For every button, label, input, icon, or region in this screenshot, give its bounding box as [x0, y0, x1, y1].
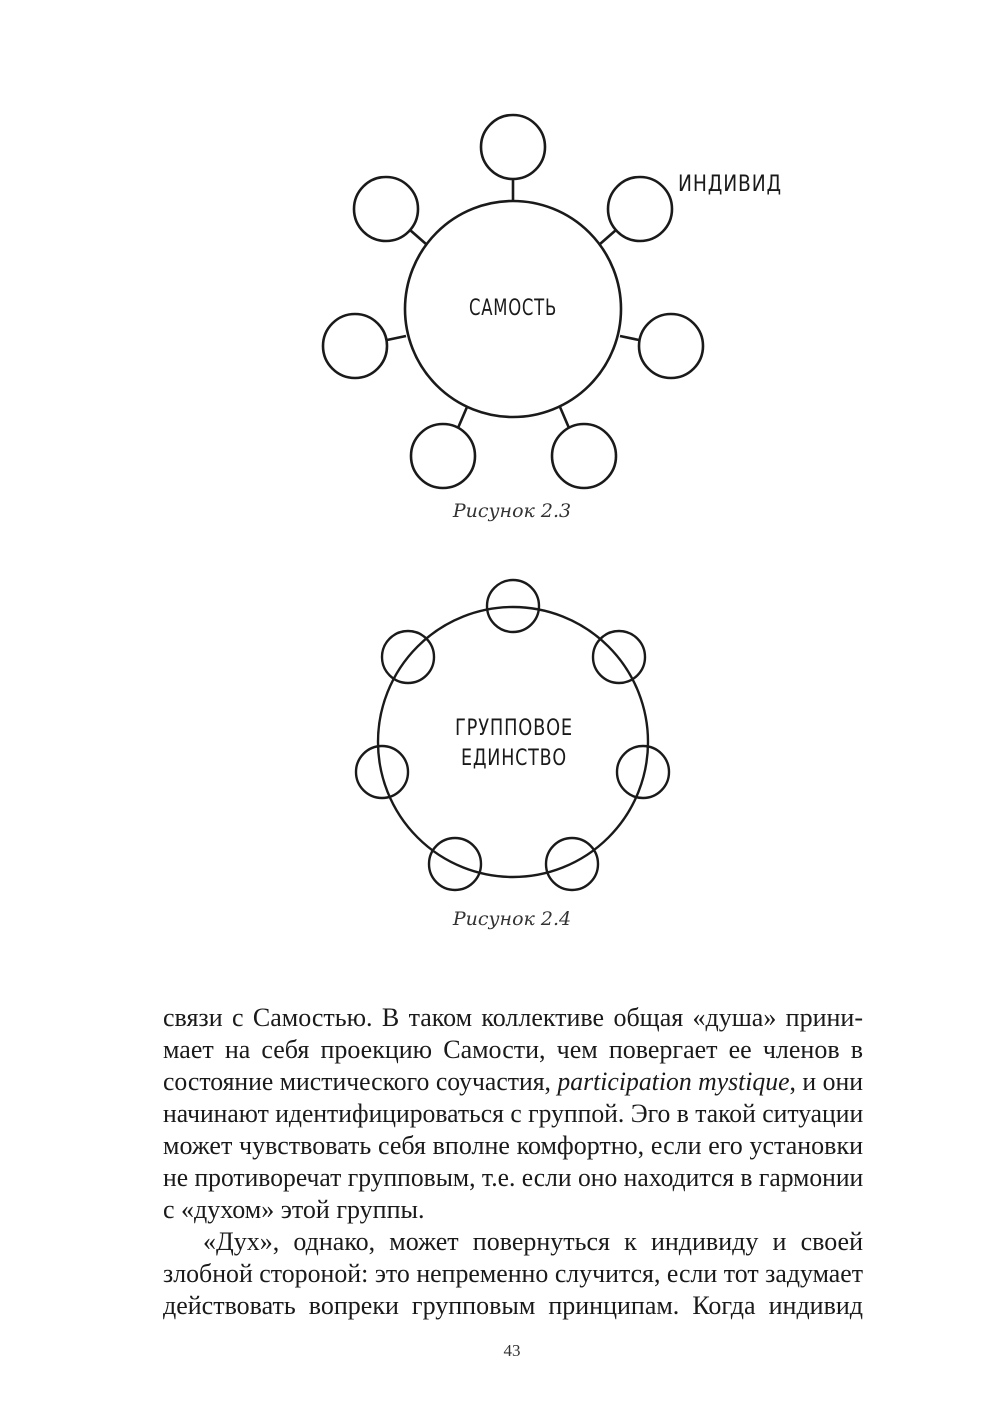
group-unity-circle	[378, 607, 648, 877]
text-line: мает на себя проекцию Самости, чем повергает ее членов в	[163, 1035, 863, 1064]
text-line: связи с Самостью. В таком коллективе общая «душа» прини-	[163, 1003, 863, 1032]
text-line: с «духом» этой группы.	[163, 1195, 425, 1224]
text-line: «Дух», однако, может повернуться к индивиду и своей	[203, 1227, 863, 1256]
text-line: может чувствовать себя вполне комфортно, если его установки	[163, 1131, 863, 1160]
self-label: САМОСТЬ	[469, 296, 557, 321]
connector-line	[458, 407, 467, 428]
text-line: не противоречат групповым, т.е. если оно находится в гармонии	[163, 1163, 864, 1192]
connector-line	[620, 336, 639, 340]
figure-2-3-caption: Рисунок 2.3	[452, 500, 572, 522]
member-circle	[617, 746, 669, 798]
individual-circle	[608, 177, 672, 241]
figure-2-4-caption: Рисунок 2.4	[452, 908, 572, 930]
text-segment: , и они	[789, 1067, 863, 1096]
individual-label: ИНДИВИД	[678, 172, 782, 197]
page-number: 43	[503, 1341, 521, 1360]
individual-circle	[552, 424, 616, 488]
italic-term: participation mystique	[557, 1067, 790, 1096]
individual-circle	[411, 424, 475, 488]
text-line: начинают идентифицироваться с группой. Эго в такой ситуации	[163, 1099, 864, 1128]
group-label-line-2: ЕДИНСТВО	[461, 746, 567, 771]
connector-line	[560, 407, 569, 428]
text-line: действовать вопреки групповым принципам. Когда индивид	[163, 1291, 863, 1320]
text-line: злобной стороной: это непременно случится, если тот задумает	[163, 1259, 863, 1288]
text-segment: состояние мистического соучастия,	[163, 1067, 558, 1096]
individual-circle	[639, 314, 703, 378]
connector-line	[410, 230, 426, 244]
connector-line	[600, 230, 616, 244]
individual-circle	[323, 314, 387, 378]
connector-line	[387, 336, 406, 340]
group-label-line-1: ГРУППОВОЕ	[455, 716, 573, 741]
individual-circle	[354, 177, 418, 241]
text-line	[163, 1066, 863, 1098]
individual-circle	[481, 115, 545, 179]
